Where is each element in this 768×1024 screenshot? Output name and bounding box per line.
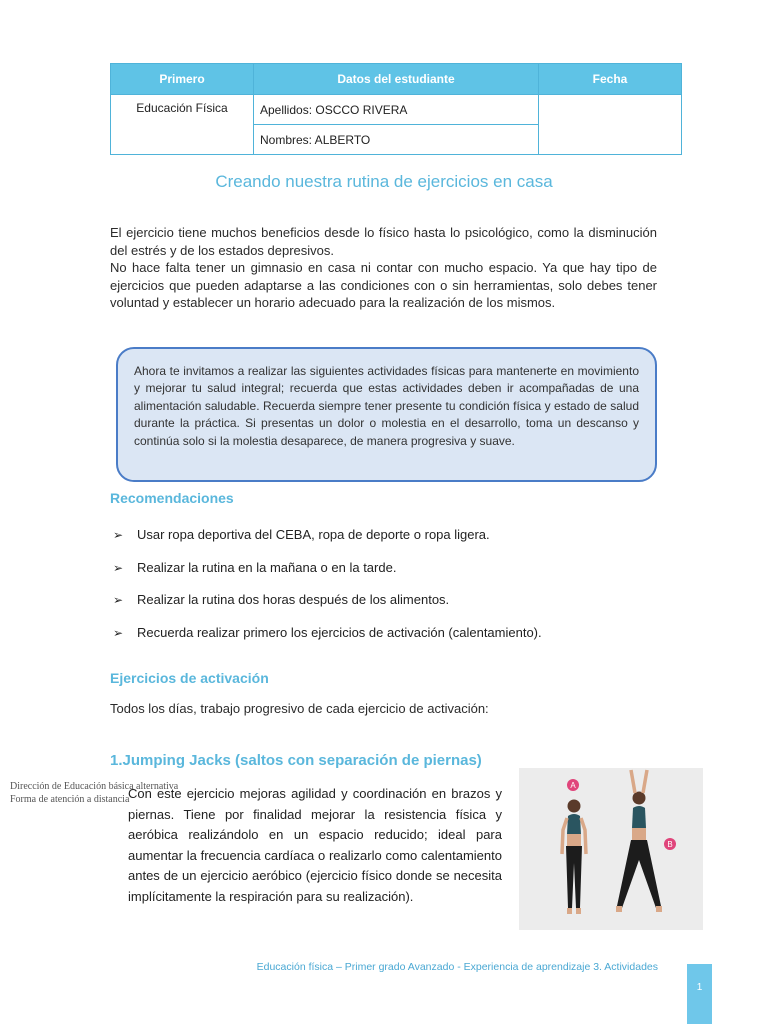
- page-number-tab: [687, 964, 712, 1024]
- arrow-bullet-icon: ➢: [113, 560, 124, 575]
- activation-text: Todos los días, trabajo progresivo de cada ejercicio de activación:: [110, 701, 489, 716]
- header-col-grade: Primero: [111, 64, 254, 95]
- page-number: 1: [696, 982, 703, 993]
- arrow-bullet-icon: ➢: [113, 593, 124, 607]
- surnames-cell: Apellidos: OSCCO RIVERA: [254, 95, 539, 125]
- invitation-callout: Ahora te invitamos a realizar las siguientes actividades físicas para mantenerte en movimiento y mejorar tu salud integral; recuerda que estas actividades deben ir acompañadas de una alimentación saludable. Recuerda siempre tener presente tu condición física y estado de salud durante la práctica. Si presentas un dolor o molestia en el desarrollo, toma un descanso y continúa solo si la molestia desaparece, de manera progresiva y suave.: [116, 347, 657, 482]
- side-note-line-1: Dirección de Educación básica alternativa: [10, 781, 179, 792]
- list-item-text: Usar ropa deportiva del CEBA, ropa de deporte o ropa ligera.: [137, 527, 490, 542]
- list-item: [113, 560, 673, 593]
- list-item-text: Recuerda realizar primero los ejercicios de activación (calentamiento).: [137, 624, 542, 640]
- jumping-jacks-illustration: [519, 768, 703, 930]
- recommendations-heading: Recomendaciones: [110, 490, 234, 506]
- activation-heading: Ejercicios de activación: [110, 670, 269, 686]
- header-col-date: Fecha: [539, 64, 682, 95]
- exercise-1-description: Con este ejercicio mejoras agilidad y coordinación en brazos y piernas. Tiene por finalidad mejorar la resistencia física y aeróbica realizándolo en un espacio reducido; ideal para aumentar la frecuencia cardíaca o realizarlo como calentamiento antes de un ejercicio aeróbico (ejercicio físico donde se necesita implícitamente la respiración para su realización).: [128, 786, 502, 904]
- list-item: [113, 592, 673, 625]
- arrow-bullet-icon: ➢: [113, 528, 124, 542]
- arrow-bullet-icon: ➢: [113, 625, 124, 640]
- intro-paragraph-2: No hace falta tener un gimnasio en casa ni contar con mucho espacio. Ya que hay tipo de ejercicios que pueden adaptarse a las condiciones con o sin herramientas, solo debes tener voluntad y establecer un horario adecuado para la realización de los mismos.: [110, 260, 657, 310]
- marker-b-label: B: [667, 840, 673, 849]
- intro-paragraph-1: El ejercicio tiene muchos beneficios desde lo físico hasta lo psicológico, como la disminución del estrés y de los estados depresivos.: [110, 225, 657, 258]
- jumping-jacks-image: [519, 768, 703, 930]
- side-note-line-2: Forma de atención a distancia: [10, 794, 130, 805]
- names-cell: Nombres: ALBERTO: [254, 125, 539, 155]
- header-col-student: Datos del estudiante: [254, 64, 539, 95]
- date-cell: [539, 95, 682, 155]
- recommendations-list: [113, 527, 673, 657]
- marker-a-label: A: [570, 781, 576, 790]
- subject-cell: Educación Física: [111, 95, 254, 155]
- list-item: [113, 527, 673, 560]
- document-title: Creando nuestra rutina de ejercicios en casa: [215, 172, 553, 191]
- student-header-table: [110, 63, 682, 155]
- list-item: [113, 625, 673, 658]
- exercise-1-title: 1.Jumping Jacks (saltos con separación de piernas): [110, 752, 482, 769]
- page-footer: Educación física – Primer grado Avanzado - Experiencia de aprendizaje 3. Actividades: [256, 961, 658, 973]
- list-item-text: Realizar la rutina en la mañana o en la tarde.: [137, 559, 397, 575]
- list-item-text: Realizar la rutina dos horas después de los alimentos.: [137, 592, 450, 607]
